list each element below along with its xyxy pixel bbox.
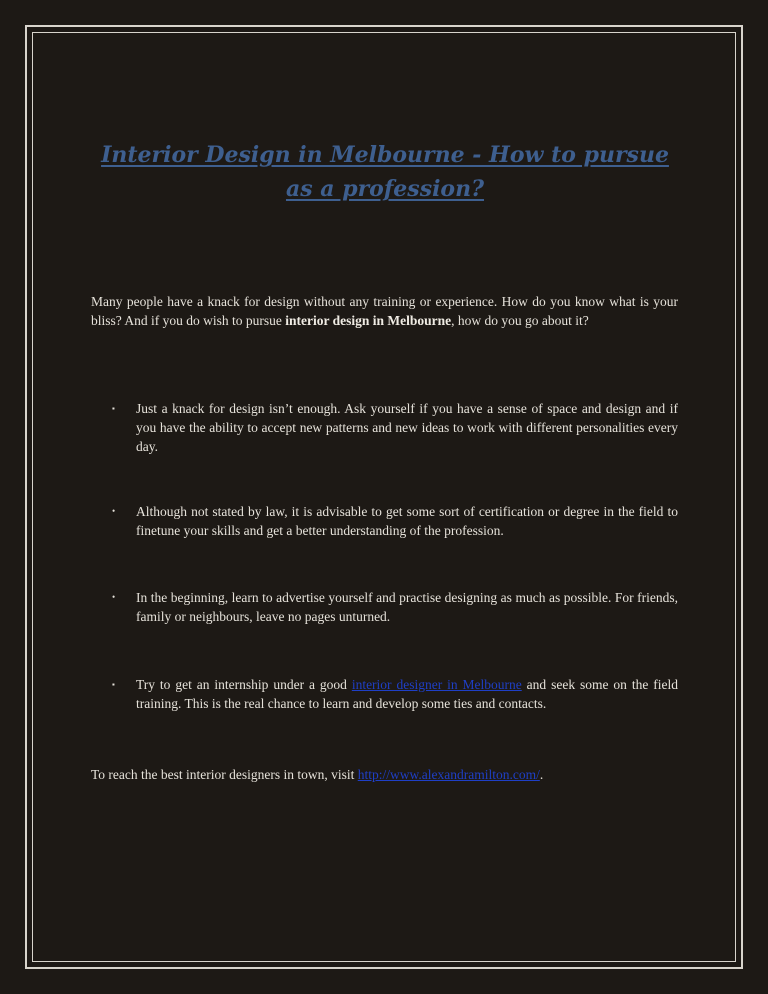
list-item [112, 399, 678, 456]
list-item-text-end: and seek some on the field training. This is the real chance to learn and develop some ties and contacts. [136, 677, 678, 711]
list-item [112, 675, 678, 713]
square-bullet-icon: ▪ [112, 680, 115, 689]
list-item-text: Although not stated by law, it is advisable to get some sort of certification or degree in the field to finetune your skills and get a better understanding of the profession. [136, 504, 678, 538]
intro-text-end: , how do you go about it? [451, 313, 589, 328]
footer-text-end: . [539, 767, 544, 782]
list-item-text-start: Try to get an internship under a good [136, 677, 352, 692]
interior-designer-link[interactable]: interior designer in Melbourne [351, 677, 522, 692]
intro-paragraph [91, 292, 678, 330]
footer-paragraph [91, 765, 678, 784]
document-title: Interior Design in Melbourne - How to pursue as a profession? [101, 142, 669, 202]
list-item-text: In the beginning, learn to advertise yourself and practise designing as much as possible. For friends, family or neighbours, leave no pages unturned. [136, 590, 678, 624]
list-item-text [136, 675, 678, 713]
round-bullet-icon: • [112, 506, 116, 516]
list-item [112, 588, 678, 626]
intro-bold-phrase: interior design in Melbourne [285, 313, 452, 328]
square-bullet-icon: ▪ [112, 404, 115, 413]
list-item [112, 502, 678, 540]
list-item-text: Just a knack for design isn’t enough. Ask yourself if you have a sense of space and design and if you have the ability to accept new patterns and new ideas to work with different personalities every day. [136, 401, 678, 454]
website-link[interactable]: http://www.alexandramilton.com/ [357, 767, 540, 782]
round-bullet-icon: • [112, 592, 116, 602]
intro-text-start: Many people have a knack for design without any training or experience. How do you know what is your bliss? And if you do wish to pursue [91, 294, 678, 328]
footer-text-start: To reach the best interior designers in town, visit [91, 767, 358, 782]
